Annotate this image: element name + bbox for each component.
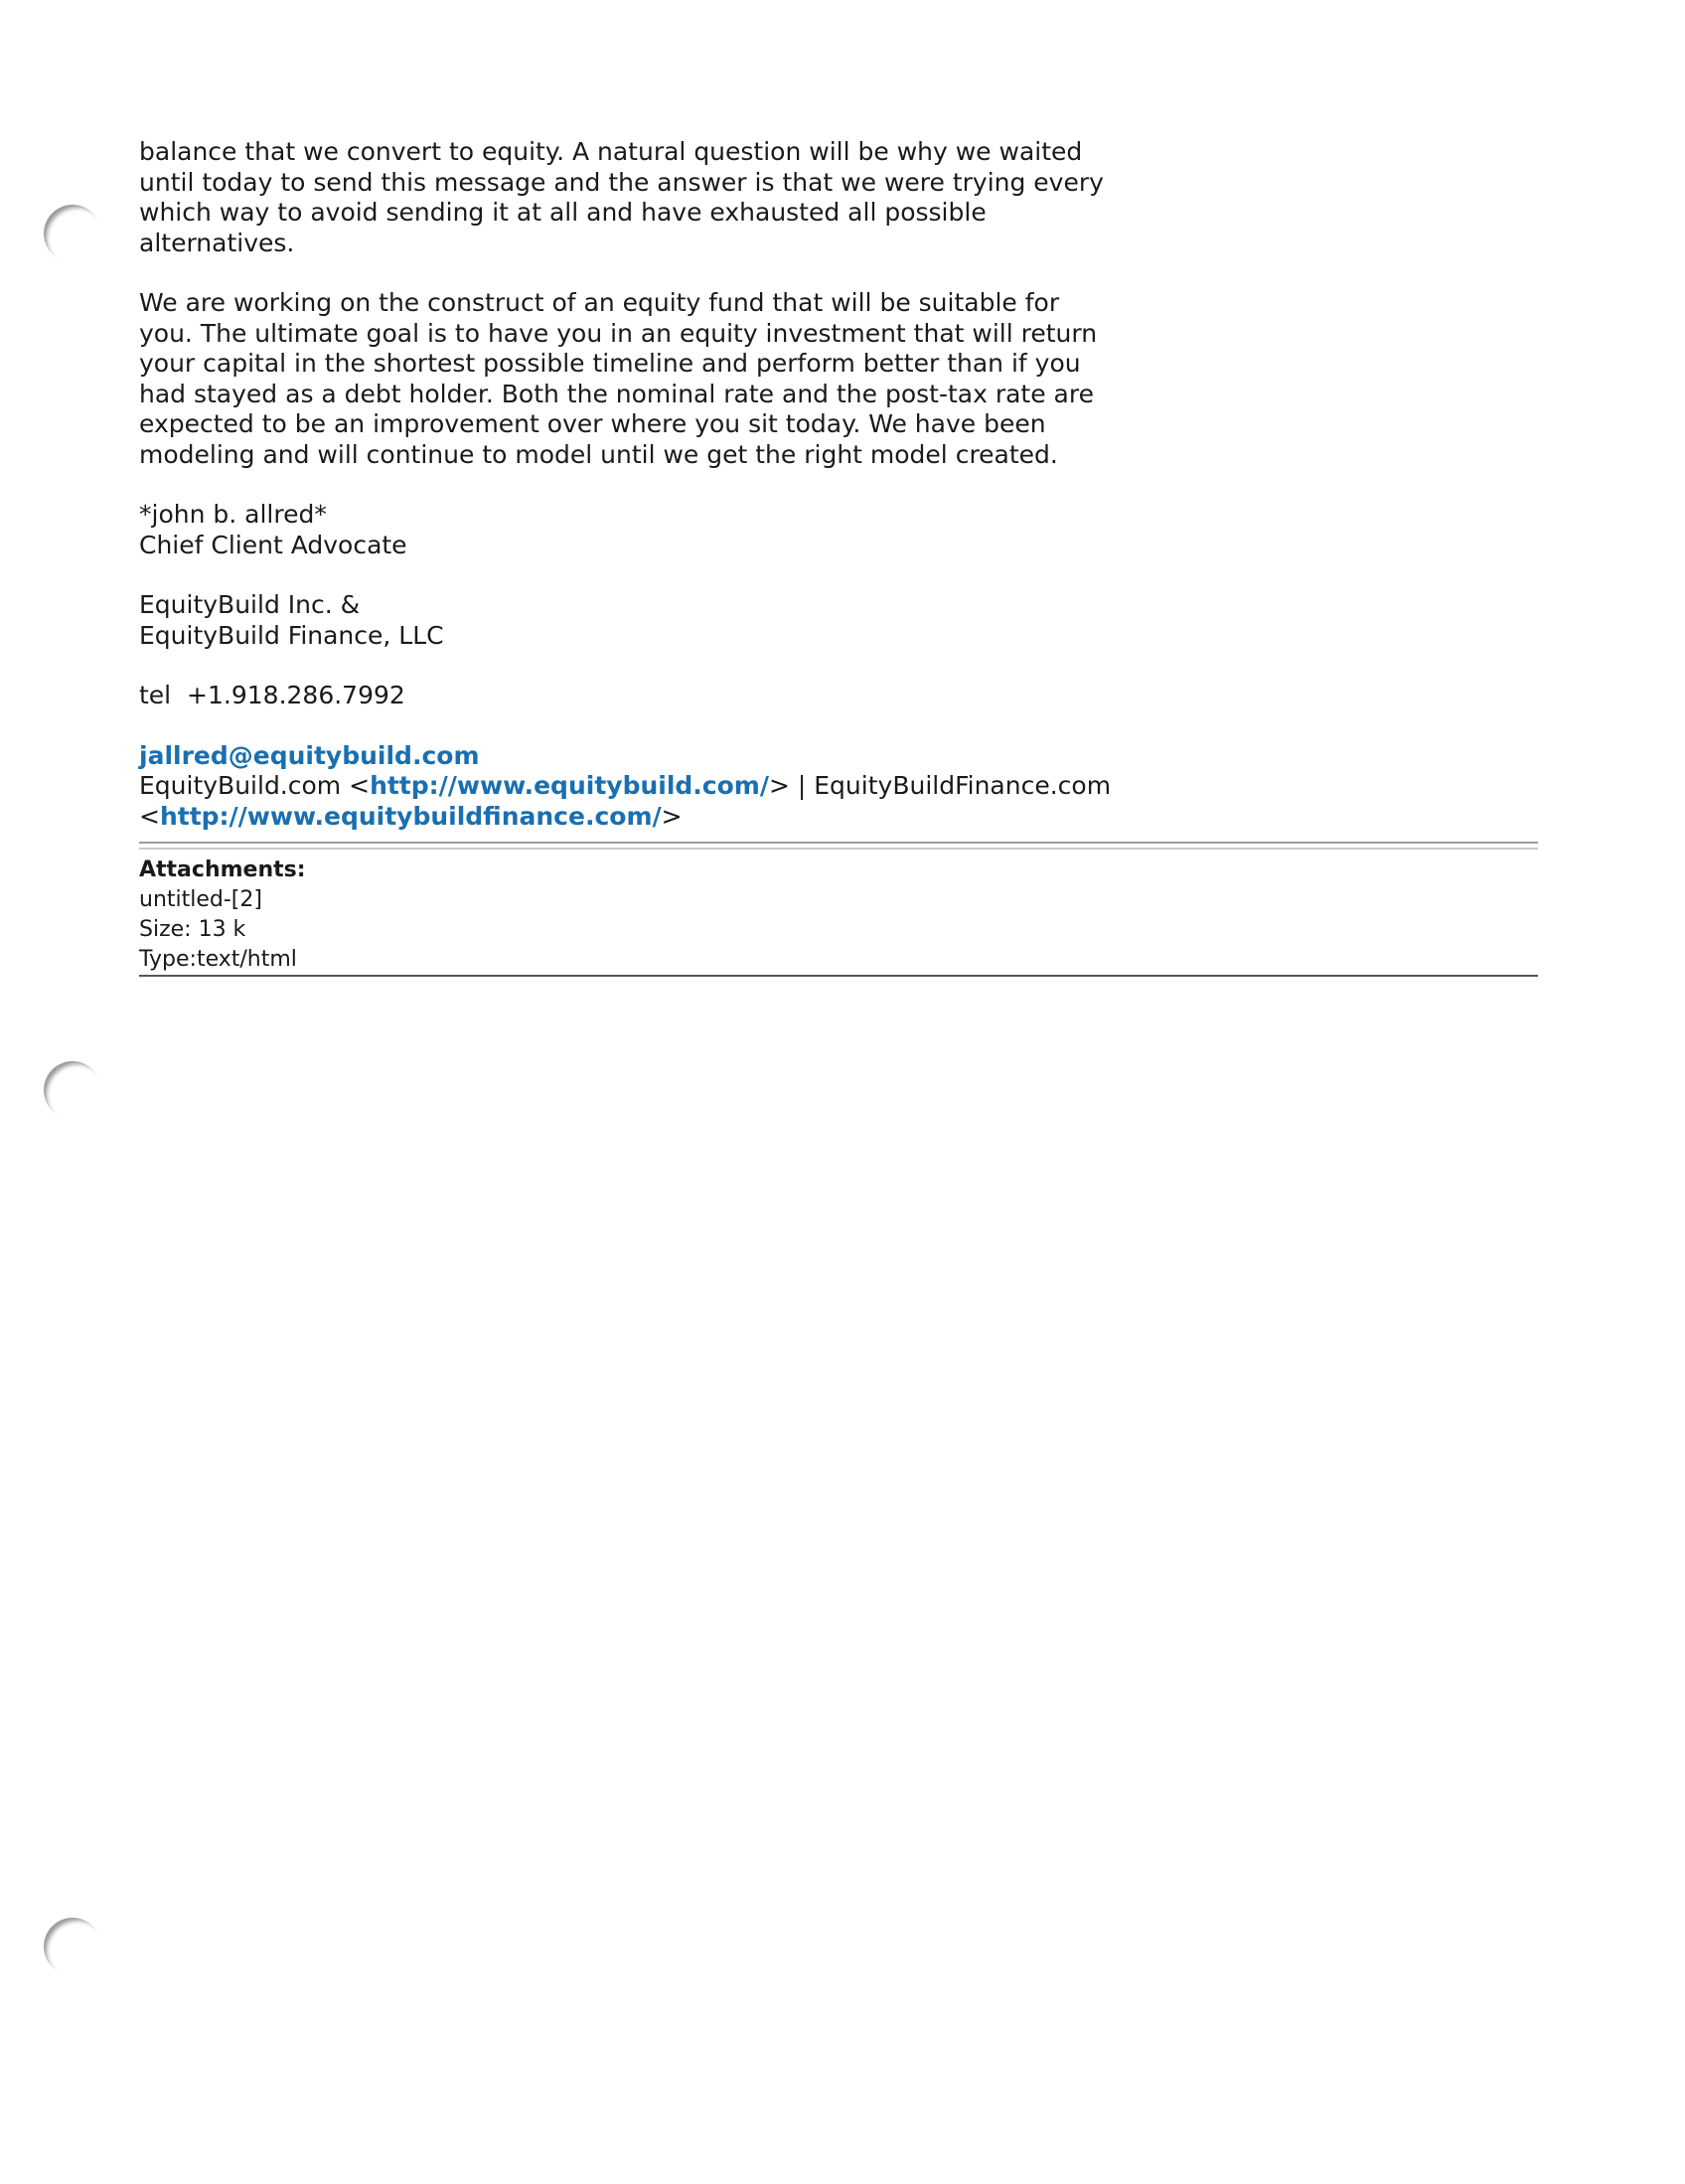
website-line-2: <http://www.equitybuildfinance.com/> xyxy=(139,801,683,831)
punch-hole xyxy=(44,1918,101,1975)
attachments-bottom-rule xyxy=(139,975,1538,977)
site-1-link[interactable]: http://www.equitybuild.com/ xyxy=(370,771,769,800)
signature-phone xyxy=(139,681,1530,711)
site-separator: | xyxy=(797,771,807,800)
site-2-text: EquityBuildFinance.com xyxy=(814,771,1112,800)
signature-company-1: EquityBuild Inc. & xyxy=(139,590,361,619)
signature-name: *john b. allred* xyxy=(139,500,327,529)
email-printout xyxy=(139,137,1530,977)
body-paragraph-1: balance that we convert to equity. A natural question will be why we waited until today to send this message and the answer is that we were trying every which way to avoid sending it at all and have exhausted all possible alternatives. xyxy=(139,137,1104,257)
tel-label: tel xyxy=(139,681,172,709)
punch-hole xyxy=(44,205,101,262)
body-paragraph-2: We are working on the construct of an equity fund that will be suitable for you. The ultimate goal is to have you in an equity investment that will return your capital in the shortest possible timeline and perform better than if you had stayed as a debt holder. Both the nominal rate and the post-tax rate are expected to be an improvement over where you sit today. We have been modeling and will continue to model until we get the right model created. xyxy=(139,288,1098,469)
site-2-link[interactable]: http://www.equitybuildfinance.com/ xyxy=(159,801,662,831)
signature-title: Chief Client Advocate xyxy=(139,530,407,559)
signature-block xyxy=(139,500,1530,832)
tel-number: +1.918.286.7992 xyxy=(187,681,405,709)
punch-hole xyxy=(44,1061,101,1119)
attachments-divider xyxy=(139,842,1538,850)
attachment-type: Type:text/html xyxy=(139,947,297,972)
website-line: EquityBuild.com <http://www.equitybuild.com/> | EquityBuildFinance.com xyxy=(139,771,1112,800)
signature-company-2: EquityBuild Finance, LLC xyxy=(139,620,444,650)
attachment-size: Size: 13 k xyxy=(139,917,246,942)
email-link[interactable]: jallred@equitybuild.com xyxy=(139,740,480,770)
attachments-heading: Attachments: xyxy=(139,858,306,882)
attachment-name[interactable]: untitled-[2] xyxy=(139,887,262,912)
site-1-text: EquityBuild.com xyxy=(139,771,342,800)
attachments-block xyxy=(139,856,1530,975)
